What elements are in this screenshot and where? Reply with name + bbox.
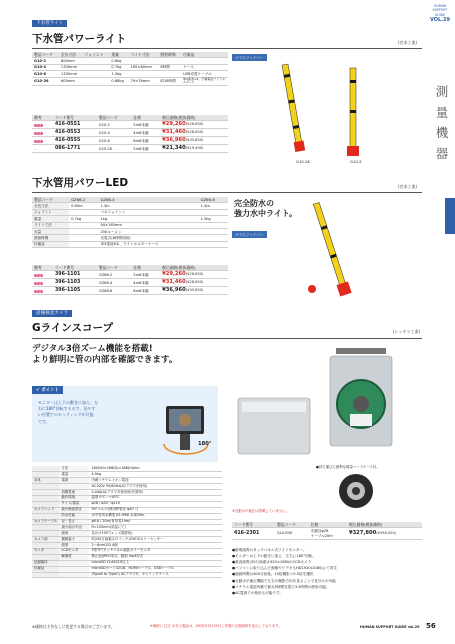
model-code: G10-4 bbox=[97, 129, 131, 137]
spec-value: 温度 0℃〜+40℃ bbox=[89, 495, 222, 501]
cell: 1.3m bbox=[98, 203, 198, 209]
category-char: 器 bbox=[435, 145, 449, 161]
model-code: GZ66-2 bbox=[97, 271, 131, 279]
spec-value: 見かけ150°(レンズ視野角) bbox=[89, 531, 222, 537]
col-header: GZ66-4 bbox=[98, 197, 198, 203]
section-tag: 設備検査カメラ bbox=[32, 310, 72, 317]
spec-value: microSD CLASS10以上 bbox=[89, 560, 222, 566]
cell: コネジョイント bbox=[98, 209, 198, 215]
col-header: ジョイント bbox=[83, 52, 110, 58]
base-price: (¥28,600) bbox=[185, 129, 204, 134]
spec: 6m6本継 bbox=[131, 137, 160, 145]
spec-value: 内蔵リチウムイオン電池 bbox=[89, 478, 222, 484]
price: ¥21,340 bbox=[162, 144, 186, 151]
table-row bbox=[32, 241, 228, 247]
spec: 6m6本継 bbox=[131, 287, 160, 295]
rotation-angle: 180° bbox=[198, 441, 212, 447]
cell bbox=[69, 241, 98, 247]
spec-value: 4.9kg bbox=[89, 472, 222, 478]
section-tag: 下水管ライト bbox=[32, 20, 67, 27]
cell: USB充電ケーブル bbox=[181, 71, 228, 77]
point-text bbox=[38, 400, 98, 425]
price-table bbox=[32, 115, 228, 153]
brand-line: VOL.29 bbox=[429, 16, 451, 23]
spec-group: 本体 bbox=[32, 478, 59, 484]
spec-value: 2〜6cmLED 4個 bbox=[89, 543, 222, 549]
cell: 充電式(8時間照射) bbox=[98, 235, 198, 241]
col-header: 製品コード bbox=[97, 265, 131, 271]
cell: 0.65m bbox=[69, 203, 98, 209]
spec-key: 画角 bbox=[59, 531, 89, 537]
spec: 2m6本継 bbox=[131, 121, 160, 129]
spec-key: 電源 bbox=[59, 478, 89, 484]
price: ¥36,960 bbox=[162, 286, 186, 293]
section-title: 下水管パワーライト bbox=[32, 33, 127, 45]
order-badge-cell bbox=[32, 271, 53, 279]
row-label: 重量 bbox=[32, 216, 69, 222]
spec-value: R=100mm(常温にて) bbox=[89, 525, 222, 531]
cell: 800mm bbox=[59, 58, 83, 64]
row-label: 照射時間 bbox=[32, 235, 69, 241]
led-pole-illustration bbox=[232, 195, 396, 303]
point-box bbox=[32, 386, 218, 462]
feature-item: ●最高画質(30万画素)1920×1080のCCDカメラ bbox=[232, 560, 312, 565]
col-header: 製品コード bbox=[32, 52, 59, 58]
order-table bbox=[232, 522, 422, 540]
base-price: (¥28,600) bbox=[185, 279, 204, 284]
spec-group: カメラ部 bbox=[32, 537, 59, 543]
spec-table bbox=[32, 52, 228, 86]
product-code[interactable]: 416-2301 bbox=[232, 528, 275, 539]
category-char: 測 bbox=[435, 84, 449, 99]
product-code[interactable]: 396-1101 bbox=[53, 271, 97, 279]
point-line: モニターは上下の動きに加え、左 bbox=[38, 400, 99, 405]
camera-headline bbox=[32, 344, 177, 366]
footer-note-left: ※価格は予告なしに変更する場合がございます。 bbox=[32, 624, 115, 629]
model-code: G10-2K bbox=[97, 145, 131, 153]
col-header: 備考 bbox=[32, 265, 53, 271]
col-header: 全長寸法 bbox=[59, 52, 83, 58]
spec-value: φ28 / φ30〜φ110 bbox=[89, 501, 222, 507]
headline-line: 完全防水の bbox=[234, 199, 274, 208]
cell: 79×76mm bbox=[129, 77, 159, 86]
price-cell bbox=[160, 121, 228, 129]
col-header: GZ66-2 bbox=[69, 197, 98, 203]
brand-line: GUIDE bbox=[434, 12, 446, 17]
feature-item: ●AC電源での使用も可能です。 bbox=[232, 590, 283, 595]
photo-label: G10-2 bbox=[350, 159, 362, 164]
brand-line: HUMAN bbox=[433, 4, 447, 8]
point-line: 右に180°回転するので、見やす bbox=[38, 406, 96, 412]
check-icon: ✔ bbox=[36, 387, 40, 393]
headline-line: 強力水中ライト。 bbox=[234, 209, 298, 219]
table-row[interactable] bbox=[32, 279, 228, 287]
col-header: 仕様 bbox=[131, 265, 160, 271]
product-photo-led bbox=[232, 195, 396, 303]
cell: 8時間 bbox=[158, 64, 181, 70]
cell: 1330mm bbox=[59, 64, 83, 70]
camera-product-photo bbox=[232, 342, 402, 470]
cell: 0.7kg bbox=[69, 216, 98, 222]
order-badge: 注文 bbox=[35, 272, 42, 277]
col-header: GZ66-6 bbox=[199, 197, 228, 203]
base-price: (¥33,600) bbox=[185, 287, 204, 292]
spec-key: 消費電流 bbox=[59, 490, 89, 496]
spec-key: 動作環境 bbox=[59, 495, 89, 501]
col-header: 重量 bbox=[109, 52, 128, 58]
cell: ケース、 bbox=[181, 64, 228, 70]
page-number: 56 bbox=[426, 622, 436, 630]
headline-line: デジタル3倍ズーム機能を搭載! bbox=[32, 344, 153, 354]
spec: 4m6本継 bbox=[131, 279, 160, 287]
spec-value: φ6.6 / 20m(有効長19m) bbox=[89, 519, 222, 525]
price: ¥29,260 bbox=[162, 270, 186, 277]
col-header: 照射時間 bbox=[158, 52, 181, 58]
order-badge-cell bbox=[32, 279, 53, 287]
col-header: 仕様 bbox=[131, 115, 160, 121]
spec-value: microSDカード32GB、HDMIケーブル、USBケーブル bbox=[89, 566, 222, 572]
product-code[interactable]: 416-0555 bbox=[53, 137, 97, 145]
model-code: GZ66-6 bbox=[97, 287, 131, 295]
point-line: です。 bbox=[38, 418, 50, 424]
cell: 44×165mm bbox=[98, 222, 198, 228]
section-title: Gラインスコープ bbox=[32, 322, 113, 334]
spec-group: カメラヘッド bbox=[32, 507, 59, 513]
base-price: (¥298,000) bbox=[376, 530, 397, 535]
spec-value: 静止画(JPEG形式、動画 mp4形式 bbox=[89, 554, 222, 560]
row-label: ジョイント bbox=[32, 209, 69, 215]
footer-note-mid: ※価格に 注文 がある製品は、2025年2月19日こ実現の正規価格を表示しております。 bbox=[150, 624, 282, 628]
price-table bbox=[32, 265, 228, 295]
cell: 200ルーメン bbox=[98, 228, 198, 234]
category-char: 機 bbox=[435, 125, 449, 141]
col-header: 税込価格(税抜価格) bbox=[160, 265, 228, 271]
spec-key: 最小曲げ半径 bbox=[59, 525, 89, 531]
order-badge-cell bbox=[32, 287, 53, 295]
spec-value: 0.44A(ACアダプタ使用時/充電時) bbox=[89, 490, 222, 496]
table-row[interactable] bbox=[32, 145, 228, 153]
table-row[interactable] bbox=[32, 137, 228, 145]
price-cell bbox=[160, 129, 228, 137]
col-header: コード番号 bbox=[232, 522, 275, 528]
cell bbox=[83, 77, 110, 86]
maker-label: (レッキス工業) bbox=[393, 329, 421, 334]
spec: 4m6本継 bbox=[131, 129, 160, 137]
spec-line: 先端径φ28 bbox=[310, 528, 329, 533]
col-header: 製品コード bbox=[275, 522, 309, 528]
spec: 2m6本継 bbox=[131, 145, 160, 153]
product-code[interactable]: 416-0553 bbox=[53, 129, 97, 137]
table-row bbox=[32, 77, 228, 86]
price-cell bbox=[160, 145, 228, 153]
col-header: 製品コード bbox=[32, 197, 69, 203]
spec-value: (TypeA to TypeC) ACアダプタ、キャリングケース bbox=[89, 572, 222, 578]
fiberglass-tag: グラスファイバー bbox=[232, 231, 267, 238]
feature-item: ●録画時間は300分前後。10倍撮影と0.5倍を選択 bbox=[232, 572, 314, 577]
model-code: G10-2 bbox=[97, 121, 131, 129]
table-row[interactable] bbox=[32, 121, 228, 129]
base-price: (¥19,400) bbox=[185, 145, 204, 150]
row-label: ライト寸法 bbox=[32, 222, 69, 228]
cell: 単3電池×6、予備電池ライトホルダーx bbox=[181, 77, 228, 86]
spec: 2m6本継 bbox=[131, 271, 160, 279]
order-badge: 注文 bbox=[35, 280, 42, 285]
order-badge: 注文 bbox=[35, 130, 42, 135]
category-label bbox=[433, 82, 451, 165]
cell: 0.68kg bbox=[109, 77, 128, 86]
product-code[interactable]: 396-1103 bbox=[53, 279, 97, 287]
base-price: (¥26,600) bbox=[185, 271, 204, 276]
col-header: 備考 bbox=[32, 115, 53, 121]
order-badge-cell: – bbox=[32, 145, 53, 153]
cell: G10-26 bbox=[32, 77, 59, 86]
price-cell bbox=[160, 137, 228, 145]
spec-value: 280(W)×186(D)×388(H)mm bbox=[89, 466, 222, 472]
col-header: コード番号 bbox=[53, 115, 97, 121]
spec-key: 解像度 bbox=[59, 554, 89, 560]
spec-key: 重量 bbox=[59, 472, 89, 478]
monitor-illustration bbox=[158, 394, 216, 460]
maker-label: (宮本工業) bbox=[398, 184, 418, 189]
price: ¥31,460 bbox=[162, 278, 186, 285]
point-label bbox=[32, 386, 63, 394]
price: ¥29,260 bbox=[162, 120, 186, 127]
fiberglass-tag: グラスファイバー bbox=[232, 54, 267, 61]
headline-line: より鮮明に管の内部を確認できます。 bbox=[32, 355, 178, 366]
cell: 1330mm bbox=[59, 71, 83, 77]
table-row[interactable] bbox=[232, 528, 422, 539]
product-code[interactable]: 086-1771 bbox=[53, 145, 97, 153]
feature-item: ●モニターは上下の動きに加え、左右に180°回転。 bbox=[232, 554, 316, 559]
camera-head-illustration bbox=[328, 472, 384, 510]
price: ¥31,460 bbox=[162, 128, 186, 135]
section-title: 下水管用パワーLED bbox=[32, 177, 129, 189]
point-line: い位置でのセッティングが可能 bbox=[38, 412, 94, 418]
spec-cell bbox=[309, 528, 347, 539]
spec-row bbox=[32, 572, 222, 578]
feature-item: ●自動水平補正機能で左右の撮影方向を見ることで見分けが可能 bbox=[232, 578, 336, 583]
order-badge: 注文 bbox=[35, 288, 42, 293]
cell: G10-4 bbox=[32, 64, 59, 70]
spec-group: 記録媒体 bbox=[32, 560, 59, 566]
spec-key: 径・長さ bbox=[59, 519, 89, 525]
base-price: (¥26,600) bbox=[185, 121, 204, 126]
model-code: GLS-R30 bbox=[275, 528, 309, 539]
order-badge-cell bbox=[32, 121, 53, 129]
cell: 0.7kg bbox=[109, 64, 128, 70]
divider bbox=[32, 48, 422, 49]
spec-value: 5型TFTタッチパネル液晶カラーモニタ bbox=[89, 548, 222, 554]
spec-value: 約200万画素(1/7インチ)CMOSカラーセンサー bbox=[89, 537, 222, 543]
spec-key: 寸法 bbox=[59, 466, 89, 472]
cell: 1kg bbox=[98, 216, 198, 222]
camera-spec-body bbox=[32, 466, 222, 578]
model-code: GZ66-4 bbox=[97, 279, 131, 287]
maker-label: (宮本工業) bbox=[398, 40, 418, 45]
price-cell bbox=[160, 279, 228, 287]
order-badge: 注文 bbox=[35, 138, 42, 143]
spec-group: カメラケーブル bbox=[34, 519, 58, 523]
footer-guide: HUMAN SUPPORT GUIDE vol.29 bbox=[360, 625, 420, 629]
spec-key bbox=[59, 572, 89, 578]
product-photo-power-light bbox=[232, 50, 396, 168]
spec-table bbox=[32, 197, 228, 248]
price-cell bbox=[160, 287, 228, 295]
point-label-text: ポイント bbox=[41, 387, 59, 393]
cell: 約28時間 bbox=[158, 77, 181, 86]
cell: 605mm bbox=[59, 77, 83, 86]
price: ¥327,800 bbox=[348, 529, 377, 536]
cell: 165×80mm bbox=[129, 64, 159, 70]
model-code: G10-6 bbox=[97, 137, 131, 145]
spec-key: LCDモニタ bbox=[59, 548, 89, 554]
cell: 1.4m bbox=[199, 203, 228, 209]
camera-spec-table bbox=[32, 466, 222, 578]
light-pole-illustration bbox=[232, 50, 396, 168]
photo-caption: ●持ち運びに便利な軽量ハードケース付。 bbox=[316, 465, 380, 469]
divider bbox=[32, 338, 422, 339]
row-label: 全長寸法 bbox=[32, 203, 69, 209]
spec-value: 水中有効水構造 JIS-IP68 水深20m bbox=[89, 513, 222, 519]
row-label: 光量 bbox=[32, 228, 69, 234]
category-char: 量 bbox=[435, 104, 449, 120]
order-badge-cell bbox=[32, 129, 53, 137]
cell: G10-2 bbox=[32, 58, 59, 64]
spec-key: 撮像素子 bbox=[59, 537, 89, 543]
spec-key: 照度 bbox=[59, 543, 89, 549]
cell: 1.5kg bbox=[199, 216, 228, 222]
photo-label: G10-2K bbox=[296, 159, 311, 164]
col-header: 製品コード bbox=[97, 115, 131, 121]
cell: 単3電池6本、ライトホルダーケース bbox=[98, 241, 198, 247]
feature-item: ●鮮明画質のタッチパネル式ワイドモニター。 bbox=[232, 548, 307, 552]
price-cell bbox=[347, 528, 422, 539]
table-row[interactable] bbox=[32, 287, 228, 295]
table-row[interactable] bbox=[32, 129, 228, 137]
col-header: 税込価格(税抜価格) bbox=[347, 522, 422, 528]
price: ¥36,960 bbox=[162, 136, 186, 143]
spec-value: AC100V 50/60Hz(ACアダプタ使用) bbox=[89, 484, 222, 490]
spec-key: 最小検査管径 bbox=[59, 507, 89, 513]
feature-item: ●リチウム電池内蔵で最大5時間充電で3.5時間の使用可能。 bbox=[232, 584, 330, 589]
cell bbox=[199, 241, 228, 247]
spec-group bbox=[32, 572, 59, 578]
spec-line: ケーブル20m bbox=[310, 533, 333, 538]
col-header: コード番号 bbox=[53, 265, 97, 271]
row-label: 付属品 bbox=[32, 241, 69, 247]
product-code[interactable]: 396-1105 bbox=[53, 287, 97, 295]
sidebar-brand bbox=[427, 4, 453, 24]
order-badge-cell bbox=[32, 137, 53, 145]
cell: 0.6kg bbox=[109, 58, 128, 64]
col-header: 税込価格(税抜価格) bbox=[160, 115, 228, 121]
base-price: (¥33,600) bbox=[185, 137, 204, 142]
cell: 1.2kg bbox=[109, 71, 128, 77]
spec-key: サイズ/重量 bbox=[59, 501, 89, 507]
col-header: 仕様 bbox=[309, 522, 347, 528]
spec-value: 90°エルボ(使用時管径 φ40〜) bbox=[89, 507, 222, 513]
category-tab[interactable] bbox=[445, 198, 455, 234]
cell: G10-6 bbox=[32, 71, 59, 77]
product-code[interactable]: 416-0551 bbox=[53, 121, 97, 129]
feature-list bbox=[232, 547, 422, 596]
divider bbox=[32, 192, 422, 193]
brand-line: SUPPORT bbox=[432, 8, 448, 13]
table-row[interactable] bbox=[32, 271, 228, 279]
col-header: 付属品 bbox=[181, 52, 228, 58]
spec-key: 防水性能 bbox=[59, 513, 89, 519]
spec-group: モニタ bbox=[32, 548, 59, 554]
col-header: ライト寸法 bbox=[129, 52, 159, 58]
feature-item: ●パソコンに取り込んだ画像やビデオもHD1920(1080)にて再生 bbox=[232, 566, 338, 571]
price-cell bbox=[160, 271, 228, 279]
spec-group: 付属品 bbox=[32, 566, 59, 572]
order-badge: 注文 bbox=[35, 122, 42, 127]
camera-note: ※自動水平補正は搭載していません。 bbox=[232, 509, 290, 513]
